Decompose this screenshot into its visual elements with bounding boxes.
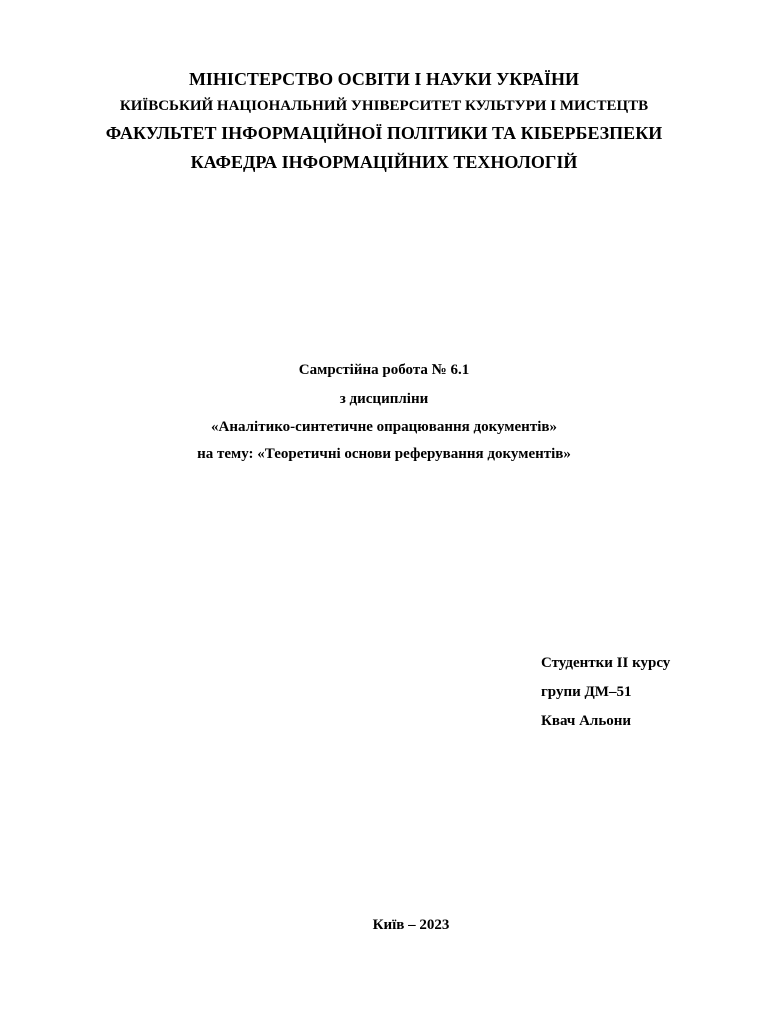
university-heading: КИЇВСЬКИЙ НАЦІОНАЛЬНИЙ УНІВЕРСИТЕТ КУЛЬТУРИ І МИСТЕЦТВ <box>119 98 649 114</box>
student-name: Квач Альони <box>541 713 632 729</box>
work-topic: на тему: «Теоретичні основи реферування документів» <box>197 446 571 462</box>
faculty-heading: ФАКУЛЬТЕТ ІНФОРМАЦІЙНОЇ ПОЛІТИКИ ТА КІБЕРБЕЗПЕКИ <box>105 123 663 143</box>
department-heading: КАФЕДРА ІНФОРМАЦІЙНИХ ТЕХНОЛОГІЙ <box>190 152 578 172</box>
work-title: Самрстійна робота № 6.1 <box>298 362 470 378</box>
student-group: групи ДМ–51 <box>541 684 632 700</box>
discipline-intro: з дисципліни <box>339 391 429 407</box>
discipline-name: «Аналітико-синтетичне опрацювання документів» <box>211 419 557 435</box>
ministry-heading: МІНІСТЕРСТВО ОСВІТИ І НАУКИ УКРАЇНИ <box>188 69 580 89</box>
city-year: Київ – 2023 <box>372 917 450 933</box>
student-course: Студентки ІІ курсу <box>541 655 671 671</box>
